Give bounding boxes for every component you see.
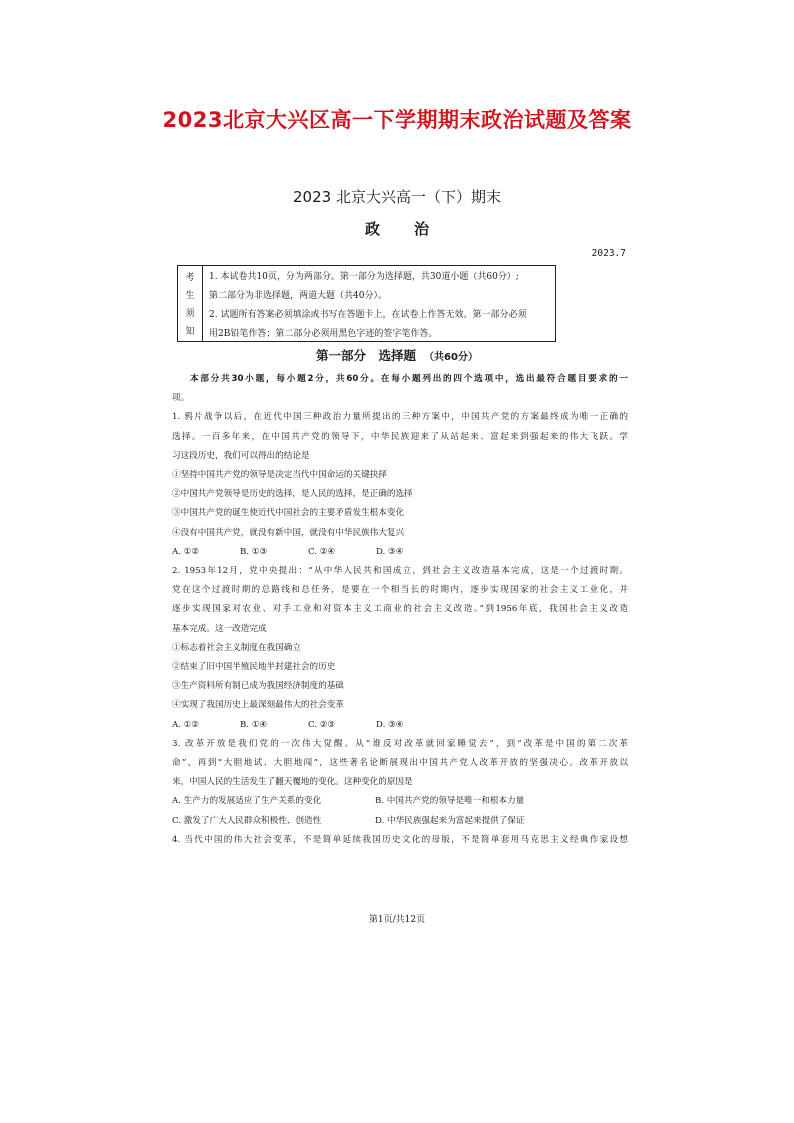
notice-label-column — [178, 266, 203, 341]
notice-line: 1. 本试卷共10页，分为两部分。第一部分为选择题，共30道小题（共60分）; — [209, 272, 519, 282]
notice-text — [203, 266, 555, 341]
page-footer: 第1页/共12页 — [368, 915, 426, 925]
subject-title: 政治 — [364, 220, 463, 238]
notice-label-char: 知 — [185, 326, 195, 337]
q1-option-a: A. ①② — [172, 546, 200, 557]
q3-stem-line: 3. 改革开放是我们党的一次伟大觉醒。从“谁反对改革就回家睡觉去”，到“改革是中国的第二次革 — [172, 738, 628, 749]
document-banner-title: 2023北京大兴区高一下学期期末政治试题及答案 — [162, 108, 632, 132]
notice-line: 用2B铅笔作答；第二部分必须用黑色字迹的签字笔作答。 — [209, 329, 438, 339]
q1-item: ①坚持中国共产党的领导是决定当代中国命运的关键抉择 — [172, 470, 387, 481]
q1-option-d: D. ③④ — [376, 546, 404, 557]
q2-item: ④实现了我国历史上最深刻最伟大的社会变革 — [172, 700, 344, 711]
q1-item: ③中国共产党的诞生使近代中国社会的主要矛盾发生根本变化 — [172, 508, 405, 519]
q3-options-row — [172, 792, 628, 811]
q2-option-c: C. ②③ — [308, 719, 336, 730]
q2-item: ②结束了旧中国半殖民地半封建社会的历史 — [172, 662, 336, 673]
q1-option-b: B. ①③ — [240, 546, 268, 557]
exam-date: 2023.7 — [591, 248, 626, 259]
q2-item: ③生产资料所有制已成为我国经济制度的基础 — [172, 681, 344, 692]
section-title: 第一部分 选择题 — [316, 348, 417, 363]
section-points: （共60分） — [424, 352, 478, 363]
q2-option-b: B. ①④ — [240, 719, 268, 730]
notice-label-char: 考 — [185, 273, 195, 284]
q1-stem-line: 习这段历史，我们可以得出的结论是 — [172, 450, 310, 461]
q1-option-c: C. ②④ — [308, 546, 336, 557]
q2-stem-line: 党在这个过渡时期的总路线和总任务，是要在一个相当长的时期内，逐步实现国家的社会主义工业化，并 — [172, 585, 628, 596]
notice-line: 2. 试题所有答案必须填涂或书写在答题卡上，在试卷上作答无效。第一部分必须 — [209, 310, 527, 320]
q2-options — [172, 716, 628, 735]
q1-item: ②中国共产党领导是历史的选择，是人民的选择，是正确的选择 — [172, 489, 413, 500]
q1-stem-line: 选择。一百多年来，在中国共产党的领导下，中华民族迎来了从站起来、富起来到强起来的伟大飞跃。学 — [172, 431, 628, 442]
q3-stem-line: 命”，再到“大胆地试、大胆地闯”，这些著名论断展现出中国共产党人改革开放的坚强决心。改革开放以 — [172, 758, 628, 769]
q3-option-a: A. 生产力的发展适应了生产关系的变化 — [172, 796, 322, 807]
candidate-notice-box — [177, 265, 556, 342]
question-content — [172, 370, 628, 850]
q1-options — [172, 543, 628, 562]
q2-stem-line: 逐步实现国家对农业、对手工业和对资本主义工商业的社会主义改造。”到1956年底，我国社会主义改造 — [172, 604, 628, 615]
section-instructions: 本部分共30小题，每小题2分，共60分。在每小题列出的四个选项中，选出最符合题目要求的一 — [190, 374, 628, 384]
notice-label-char: 生 — [185, 291, 195, 302]
q2-item: ①标志着社会主义制度在我国确立 — [172, 642, 301, 653]
q2-option-d: D. ③④ — [376, 719, 404, 730]
q1-item: ④没有中国共产党，就没有新中国，就没有中华民族伟大复兴 — [172, 527, 405, 538]
q3-options-row — [172, 812, 628, 831]
q2-stem-line: 基本完成。这一改造完成 — [172, 623, 267, 634]
q4-stem-line: 4. 当代中国的伟大社会变革，不是简单延续我国历史文化的母版，不是简单套用马克思主义经典作家设想 — [172, 834, 628, 845]
q2-stem-line: 2. 1953年12月，党中央提出：“从中华人民共和国成立，到社会主义改造基本完成，这是一个过渡时期。 — [172, 566, 628, 577]
section-heading — [0, 346, 794, 364]
q3-option-b: B. 中国共产党的领导是唯一和根本力量 — [375, 796, 525, 807]
q3-option-d: D. 中华民族强起来为富起来提供了保证 — [375, 815, 525, 826]
notice-label-char: 须 — [185, 308, 195, 319]
q3-stem-line: 来，中国人民的生活发生了翻天覆地的变化。这种变化的原因是 — [172, 777, 413, 788]
exam-title: 2023 北京大兴高一（下）期末 — [293, 188, 501, 206]
section-instructions-tail: 项。 — [172, 393, 190, 404]
q3-option-c: C. 激发了广大人民群众积极性、创造性 — [172, 815, 322, 826]
q1-stem-line: 1. 鸦片战争以后，在近代中国三种政治力量所提出的三种方案中，中国共产党的方案最终成为唯一正确的 — [172, 412, 628, 423]
q2-option-a: A. ①② — [172, 719, 200, 730]
notice-line: 第二部分为非选择题，两道大题（共40分）。 — [209, 291, 387, 301]
